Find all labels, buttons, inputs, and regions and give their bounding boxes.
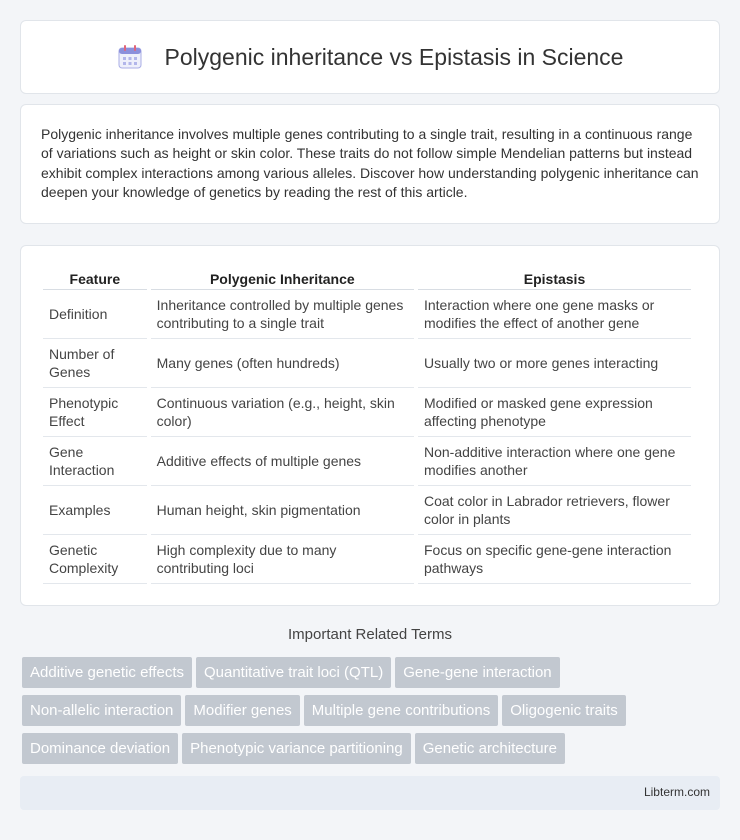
table-row xyxy=(43,388,691,437)
calendar-icon xyxy=(117,44,143,70)
table-cell-polygenic: Continuous variation (e.g., height, skin color) xyxy=(151,388,414,437)
related-term-tag[interactable]: Additive genetic effects xyxy=(22,657,192,688)
related-term-tag[interactable]: Gene-gene interaction xyxy=(395,657,559,688)
table-header-feature: Feature xyxy=(43,266,147,290)
title-card xyxy=(20,20,720,94)
table-row xyxy=(43,486,691,535)
related-term-tag[interactable]: Quantitative trait loci (QTL) xyxy=(196,657,391,688)
related-term-tag[interactable]: Modifier genes xyxy=(185,695,299,726)
related-term-tag[interactable]: Oligogenic traits xyxy=(502,695,626,726)
footer xyxy=(20,776,720,810)
table-cell-epistasis: Modified or masked gene expression affecting phenotype xyxy=(418,388,691,437)
table-row xyxy=(43,535,691,584)
table-cell-feature: Examples xyxy=(43,486,147,535)
intro-text: Polygenic inheritance involves multiple genes contributing to a single trait, resulting in a continuous range of variations such as height or skin color. These traits do not follow simple Mendelian patterns but instead exhibit complex interactions among various alleles. Discover how understanding polygenic inheritance can deepen your knowledge of genetics by reading the rest of this article. xyxy=(41,126,699,200)
table-cell-feature: Gene Interaction xyxy=(43,437,147,486)
table-header-polygenic: Polygenic Inheritance xyxy=(151,266,414,290)
table-cell-epistasis: Usually two or more genes interacting xyxy=(418,339,691,388)
footer-site-link[interactable]: Libterm.com xyxy=(643,785,710,799)
table-cell-polygenic: Many genes (often hundreds) xyxy=(151,339,414,388)
related-terms-list xyxy=(22,657,722,771)
table-cell-epistasis: Non-additive interaction where one gene modifies another xyxy=(418,437,691,486)
comparison-table-card xyxy=(20,245,720,606)
table-cell-feature: Number of Genes xyxy=(43,339,147,388)
table-cell-polygenic: Inheritance controlled by multiple genes contributing to a single trait xyxy=(151,290,414,339)
related-terms-title: Important Related Terms xyxy=(288,626,452,643)
table-cell-feature: Definition xyxy=(43,290,147,339)
table-cell-feature: Genetic Complexity xyxy=(43,535,147,584)
table-cell-epistasis: Interaction where one gene masks or modifies the effect of another gene xyxy=(418,290,691,339)
related-term-tag[interactable]: Genetic architecture xyxy=(415,733,565,764)
page-title: Polygenic inheritance vs Epistasis in Science xyxy=(164,43,624,70)
related-term-tag[interactable]: Phenotypic variance partitioning xyxy=(182,733,411,764)
related-term-tag[interactable]: Dominance deviation xyxy=(22,733,178,764)
intro-card xyxy=(20,104,720,224)
table-cell-feature: Phenotypic Effect xyxy=(43,388,147,437)
table-cell-polygenic: High complexity due to many contributing loci xyxy=(151,535,414,584)
related-term-tag[interactable]: Non-allelic interaction xyxy=(22,695,181,726)
table-cell-epistasis: Focus on specific gene-gene interaction pathways xyxy=(418,535,691,584)
table-row xyxy=(43,437,691,486)
table-header-epistasis: Epistasis xyxy=(418,266,691,290)
table-header-row xyxy=(43,266,691,290)
table-cell-polygenic: Additive effects of multiple genes xyxy=(151,437,414,486)
table-cell-epistasis: Coat color in Labrador retrievers, flower color in plants xyxy=(418,486,691,535)
related-term-tag[interactable]: Multiple gene contributions xyxy=(304,695,498,726)
table-row xyxy=(43,290,691,339)
comparison-table xyxy=(39,266,695,584)
table-row xyxy=(43,339,691,388)
table-cell-polygenic: Human height, skin pigmentation xyxy=(151,486,414,535)
